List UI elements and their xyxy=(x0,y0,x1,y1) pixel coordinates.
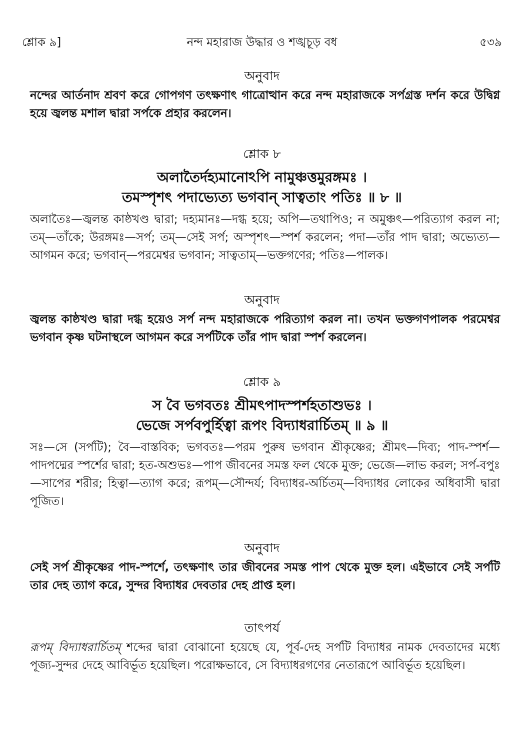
verse-8-synonyms: অলাতৈঃ—জ্বলন্ত কাষ্ঠখণ্ড দ্বারা; দহ্যমানঃ—দগ্ধ হয়ে; অপি—তথাপিও; ন অমুঞ্চৎ—পরিত্যাগ করল না; তম্—তাঁকে; উরঙ্গমঃ—সর্প; তম্—সেই সর্প; অস্পৃশৎ—স্পর্শ করলেন; পদা—তাঁর পাদ দ্বারা; অভ্যেত্য—আগমন করে; ভগবান্—পরমেশ্বর ভগবান; সাত্বতাম্—ভক্তগণের; পতিঃ—পালক। xyxy=(30,212,500,262)
verse-8-heading: শ্লোক ৮ xyxy=(243,146,281,161)
header-verse-ref: শ্লোক ৯] xyxy=(22,35,62,49)
purport-heading: তাৎপর্য xyxy=(244,620,280,635)
verse-8-translation-heading: অনুবাদ xyxy=(244,292,280,307)
verse-8-translation: জ্বলন্ত কাষ্ঠখণ্ড দ্বারা দগ্ধ হয়েও সর্প নন্দ মহারাজকে পরিত্যাগ করল না। তখন ভক্তগণপালক পরমেশ্বর ভগবান কৃষ্ণ ঘটনাস্থলে আগমন করে সর্পটিকে তাঁর পাদ দ্বারা স্পর্শ করলেন। xyxy=(30,312,500,344)
purport-paragraph xyxy=(30,638,500,674)
verse-9-line-2: ভেজে সর্পবপুর্হিত্বা রূপং বিদ্যাধরার্চিতম্ ॥ ৯ ॥ xyxy=(135,418,389,434)
verse-8-line-1: অলাতৈর্দহ্যমানোঽপি নামুঞ্চত্তমুরঙ্গমঃ । xyxy=(157,170,367,186)
verse-9-line-1: স বৈ ভগবতঃ শ্রীমৎপাদস্পর্শহতাশুভঃ । xyxy=(152,398,372,414)
verse-8-line-2: তমস্পৃশৎ পদাভ্যেত্য ভগবান্ সাত্বতাং পতিঃ ॥ ৮ ॥ xyxy=(122,190,402,206)
page-header xyxy=(22,34,502,50)
translation-text-prev: নন্দের আর্তনাদ শ্রবণ করে গোপগণ তৎক্ষণাৎ গাত্রোত্থান করে নন্দ মহারাজকে সর্পগ্রস্ত দর্শন করে উদ্বিগ্ন হয়ে জ্বলন্ত মশাল দ্বারা সর্পকে প্রহার করলেন। xyxy=(30,88,500,120)
header-running-title: নন্দ মহারাজ উদ্ধার ও শঙ্খচূড় বধ xyxy=(186,35,338,49)
translation-heading-prev: অনুবাদ xyxy=(244,68,280,83)
verse-9-translation: সেই সর্প শ্রীকৃষ্ণের পাদ-স্পর্শে, তৎক্ষণাৎ তার জীবনের সমস্ত পাপ থেকে মুক্ত হল। এইভাবে সেই সর্পটি তার দেহ ত্যাগ করে, সুন্দর বিদ্যাধর দেবতার দেহ প্রাপ্ত হল। xyxy=(30,560,500,592)
purport-text: শব্দের দ্বারা বোঝানো হয়েছে যে, পূর্ব-দেহ সর্পটি বিদ্যাধর নামক দেবতাদের মধ্যে পূজ্য-সুন্দর দেহে আবির্ভূত হয়েছিল। পরোক্ষভাবে, সে বিদ্যাধরগণের নেতারূপে আবির্ভূত হয়েছিল। xyxy=(30,640,500,672)
purport-italic-phrase: রূপম্ বিদ্যাধরার্চিতম্ xyxy=(30,640,121,654)
verse-9-synonyms: সঃ—সে (সর্পটি); বৈ—বাস্তবিক; ভগবতঃ—পরম পুরুষ ভগবান শ্রীকৃষ্ণের; শ্রীমৎ—দিব্য; পাদ-স্পর্শ—পাদপদ্মের স্পর্শের দ্বারা; হত-অশুভঃ—পাপ জীবনের সমস্ত ফল থেকে মুক্ত; ভেজে—লাভ করল; সর্প-বপুঃ—সাপের শরীর; হিত্বা—ত্যাগ করে; রূপম্—সৌন্দর্য; বিদ্যাধর-অর্চিতম্—বিদ্যাধর লোকের অধিবাসী দ্বারা পূজিত। xyxy=(30,440,500,508)
verse-9-heading: শ্লোক ৯ xyxy=(243,374,281,389)
page-number: ৫৩৯ xyxy=(479,35,502,49)
verse-9-translation-heading: অনুবাদ xyxy=(244,540,280,555)
